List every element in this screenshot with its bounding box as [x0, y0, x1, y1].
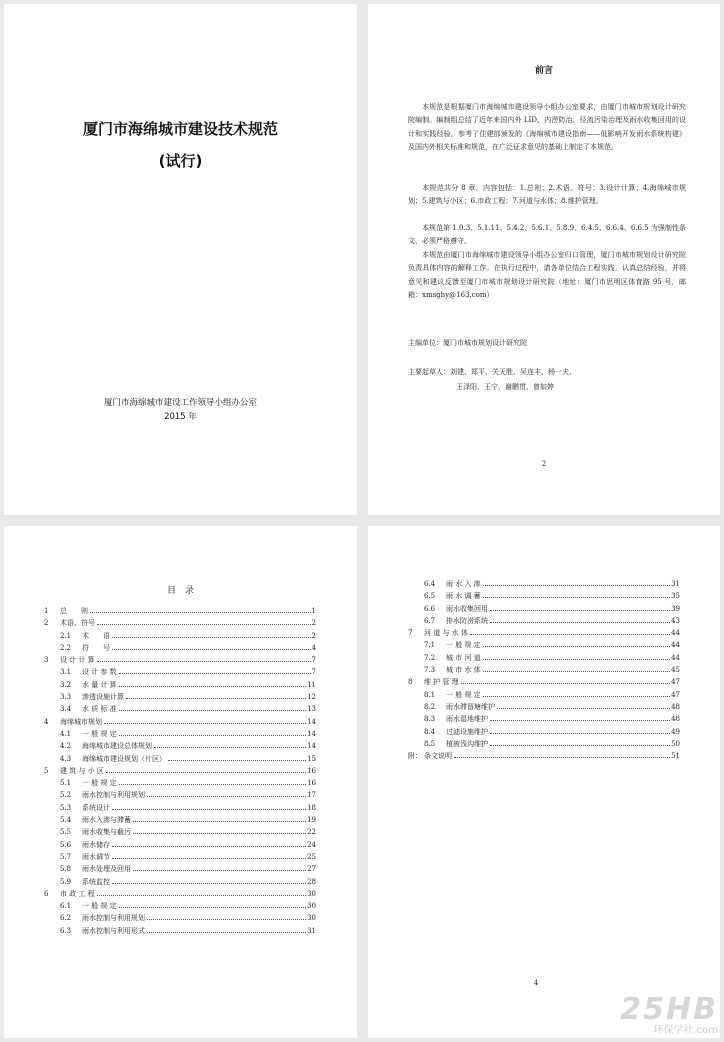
toc-entry[interactable]	[44, 667, 316, 679]
toc-entry[interactable]	[44, 766, 316, 778]
toc-leader-dots	[461, 683, 670, 684]
toc-entry-page: 22	[307, 828, 316, 837]
toc-entry[interactable]	[44, 729, 316, 741]
watermark-logo: 25HB	[620, 992, 718, 1027]
toc-list	[408, 579, 680, 763]
toc-leader-dots	[119, 686, 306, 687]
toc-entry-number: 1	[44, 607, 49, 615]
toc-entry[interactable]	[44, 926, 316, 938]
toc-entry-number: 6.4	[424, 580, 436, 588]
toc-leader-dots	[119, 735, 306, 736]
toc-entry-number: 6	[44, 889, 49, 898]
toc-leader-dots	[133, 833, 306, 834]
toc-entry[interactable]	[44, 889, 316, 901]
preface-paragraph: 本规范是根据厦门市海绵城市建设领导小组办公室要求，由厦门市城市规划设计研究院编制。编制组总结了近年来国内外 LID、内涝防治、径流污染治理及雨水收集回用的设计和实践经验，参考了住建部颁发的《海绵城市建设指南——低影响开发雨水系统构建》及国内外相关标准和规范，在广泛征求意见的基础上制定了本规范。	[408, 103, 686, 151]
toc-entry-title: 植被浅沟维护	[446, 739, 488, 748]
toc-entry-number: 6.1	[60, 902, 72, 911]
toc-entry[interactable]	[44, 901, 316, 913]
toc-entry-title: 条文说明	[424, 752, 452, 761]
toc-entry-title: 设 计 计 算	[60, 656, 95, 665]
toc-entry[interactable]	[408, 702, 680, 714]
toc-entry-title: 雨水控制与利用形式	[82, 926, 145, 935]
toc-entry-page: 19	[307, 816, 316, 825]
toc-leader-dots	[483, 585, 670, 586]
toc-entry-number: 8.2	[424, 702, 436, 711]
toc-entry-title: 雨水收集与截污	[82, 828, 131, 837]
toc-entry-page: 14	[307, 742, 316, 751]
toc-entry-number: 7.3	[424, 666, 436, 675]
preface-paragraph: 本规范由厦门市海绵城市建设领导小组办公室归口管理，厦门市城市规划设计研究院负责具体内容的解释工作。在执行过程中，请各单位结合工程实践，认真总结经验，并将意见和建议反馈至厦门市城市规划设计研究院（地址：厦门市思明区体育路 95 号，邮箱：xmsghy@163.com）	[408, 251, 686, 299]
site-watermark	[558, 992, 718, 1036]
toc-entry-title: 建 筑 与 小 区	[60, 766, 104, 775]
toc-entry-number: 附：	[408, 752, 422, 761]
toc-leader-dots	[133, 870, 306, 871]
toc-entry-number: 4.2	[60, 742, 72, 751]
toc-entry[interactable]	[44, 692, 316, 704]
toc-entry-page: 43	[671, 616, 680, 625]
toc-entry[interactable]	[44, 778, 316, 790]
toc-entry-page: 14	[307, 729, 316, 738]
toc-entry-number: 3.4	[60, 705, 72, 714]
toc-entry-title: 雨水入渗与滞蓄	[82, 816, 131, 825]
toc-entry[interactable]	[44, 680, 316, 692]
toc-entry-page: 44	[671, 629, 680, 638]
toc-entry-number: 6.5	[424, 592, 436, 601]
toc-entry-title: 水 量 计 算	[82, 680, 117, 689]
preface-paragraph: 本规范第 1.0.3、5.1.11、5.4.2、5.6.1、5.8.9、6.4.5、6.6.4、6.6.5 为强制性条文，必须严格遵守。	[408, 224, 686, 246]
toc-entry[interactable]	[44, 717, 316, 729]
toc-entry-title: 城 市 河 道	[446, 653, 481, 662]
toc-entry-page: 11	[307, 680, 316, 689]
toc-entry-page: 13	[307, 705, 316, 714]
toc-entry[interactable]	[408, 591, 680, 603]
toc-entry[interactable]	[44, 754, 316, 766]
toc-entry-title: 维 护 管 理	[424, 678, 459, 687]
toc-entry-page: 16	[307, 779, 316, 788]
toc-entry[interactable]	[44, 852, 316, 864]
toc-entry[interactable]	[408, 616, 680, 628]
toc-entry-number: 5.1	[60, 779, 72, 788]
toc-entry-page: 44	[671, 653, 680, 662]
toc-entry[interactable]	[408, 579, 680, 591]
toc-leader-dots	[112, 809, 306, 810]
toc-entry-title: 系统设计	[82, 803, 110, 812]
toc-entry-page: 44	[671, 641, 680, 650]
toc-page	[4, 526, 357, 1038]
drafters-line-2: 王泽阳、王宁、谢鹏贯、曾如婷	[456, 383, 554, 391]
toc-leader-dots	[119, 710, 306, 711]
toc-leader-dots	[483, 659, 670, 660]
toc-entry-page: 35	[671, 592, 680, 601]
toc-entry-number: 3.3	[60, 693, 72, 702]
toc-leader-dots	[112, 637, 311, 638]
toc-entry-page: 25	[307, 852, 316, 861]
toc-entry-page: 30	[307, 914, 316, 923]
toc-entry-page: 1	[311, 607, 316, 615]
toc-entry[interactable]	[44, 618, 316, 630]
toc-leader-dots	[470, 634, 670, 635]
toc-entry[interactable]	[44, 606, 316, 618]
toc-entry-number: 7.1	[424, 641, 436, 650]
toc-entry-page: 51	[671, 752, 680, 761]
toc-entry-number: 6.6	[424, 604, 436, 613]
toc-entry[interactable]	[408, 727, 680, 739]
toc-entry-page: 47	[671, 678, 680, 687]
toc-entry-number: 8.5	[424, 739, 436, 748]
toc-entry-title: 雨水处理及回用	[82, 865, 131, 874]
toc-entry-title: 过滤设施维护	[446, 727, 488, 736]
drafters-line-1: 主要起草人：刘建、郑平、关天胜、吴连丰、杨一夫、	[408, 368, 576, 376]
toc-entry-page: 18	[307, 803, 316, 812]
toc-entry-number: 5.9	[60, 877, 72, 886]
toc-entry[interactable]	[44, 840, 316, 852]
toc-leader-dots	[97, 624, 311, 625]
toc-entry-title: 雨水控制与利用规划	[82, 914, 145, 923]
toc-entry-page: 2	[311, 631, 316, 640]
toc-entry-title: 渗透设施计算	[82, 693, 124, 702]
toc-leader-dots	[112, 883, 306, 884]
toc-entry[interactable]	[44, 827, 316, 839]
toc-leader-dots	[147, 919, 306, 920]
toc-entry-title: 符 号	[82, 643, 110, 652]
toc-entry-page: 7	[311, 656, 316, 665]
toc-entry[interactable]	[408, 739, 680, 751]
toc-entry-number: 3.1	[60, 668, 72, 677]
toc-entry-page: 31	[307, 926, 316, 935]
toc-entry-page: 27	[307, 865, 316, 874]
toc-leader-dots	[483, 597, 670, 598]
toc-entry-number: 2.2	[60, 643, 72, 652]
toc-leader-dots	[490, 720, 670, 721]
toc-entry-number: 5.3	[60, 803, 72, 812]
toc-leader-dots	[490, 745, 670, 746]
toc-leader-dots	[112, 846, 306, 847]
toc-entry-title: 一 般 规 定	[82, 729, 117, 738]
toc-entry-title: 系统监控	[82, 877, 110, 886]
toc-entry-page: 31	[671, 580, 680, 588]
toc-entry-page: 39	[671, 604, 680, 613]
toc-leader-dots	[490, 622, 670, 623]
toc-entry-page: 30	[307, 902, 316, 911]
toc-entry-page: 14	[307, 717, 316, 726]
toc-entry-page: 30	[307, 889, 316, 898]
toc-title: 目 录	[166, 586, 194, 596]
toc-leader-dots	[112, 649, 311, 650]
toc-entry-number: 2.1	[60, 631, 72, 640]
toc-entry-number: 5.5	[60, 828, 72, 837]
toc-entry-number: 4.1	[60, 729, 72, 738]
toc-entry-number: 5	[44, 766, 49, 775]
toc-entry[interactable]	[408, 628, 680, 640]
toc-entry[interactable]	[44, 815, 316, 827]
toc-entry-number: 8.4	[424, 727, 436, 736]
toc-list	[44, 606, 316, 938]
toc-entry-page: 2	[311, 619, 316, 628]
toc-entry[interactable]	[408, 677, 680, 689]
toc-entry-page: 17	[307, 791, 316, 800]
toc-entry-title: 雨 水 调 蓄	[446, 592, 481, 601]
toc-leader-dots	[112, 858, 306, 859]
toc-entry[interactable]	[44, 877, 316, 889]
cover-issuer: 厦门市海绵城市建设工作领导小组办公室	[103, 398, 257, 408]
toc-entry-number: 7.2	[424, 653, 436, 662]
toc-entry[interactable]	[408, 690, 680, 702]
toc-entry[interactable]	[44, 655, 316, 667]
toc-leader-dots	[126, 698, 306, 699]
toc-entry[interactable]	[44, 864, 316, 876]
toc-leader-dots	[119, 907, 306, 908]
toc-entry-title: 一 般 规 定	[82, 779, 117, 788]
toc-entry-number: 2	[44, 619, 49, 628]
toc-entry-number: 3	[44, 656, 49, 665]
toc-leader-dots	[119, 673, 311, 674]
toc-entry-title: 雨 水 入 渗	[446, 580, 481, 588]
preface-page	[368, 4, 720, 515]
toc-leader-dots	[147, 932, 306, 933]
toc-entry-title: 城 市 水 体	[446, 666, 481, 675]
cover-title: 厦门市海绵城市建设技术规范	[82, 120, 278, 138]
toc-leader-dots	[104, 723, 306, 724]
preface-paragraph: 本规范共分 8 章，内容包括：1.总则；2.术语、符号；3.设计计算；4.海绵城市规划；5.建筑与小区；6.市政工程；7.河道与水体；8.维护管理。	[408, 184, 686, 206]
toc-entry-title: 术语、符号	[60, 619, 95, 628]
toc-entry-title: 雨水滞留塘维护	[446, 702, 495, 711]
chief-unit: 主编单位：厦门市城市规划设计研究院	[408, 339, 527, 347]
toc-leader-dots	[106, 772, 306, 773]
toc-entry-title: 一 般 规 定	[82, 902, 117, 911]
cover-page	[4, 4, 357, 515]
watermark-text: 环保学社.com	[653, 1025, 718, 1036]
toc-entry-page: 15	[307, 754, 316, 763]
toc-entry-title: 术 语	[82, 631, 110, 640]
toc-entry-title: 设 计 参 数	[82, 668, 117, 677]
toc-entry-number: 5.6	[60, 840, 72, 849]
toc-entry[interactable]	[44, 913, 316, 925]
toc-entry-number: 6.7	[424, 616, 436, 625]
toc-entry-number: 8.3	[424, 715, 436, 724]
toc-entry[interactable]	[44, 803, 316, 815]
toc-entry[interactable]	[408, 751, 680, 763]
toc-entry-number: 3.2	[60, 680, 72, 689]
toc-entry-title: 海绵城市建设规划（片区）	[82, 754, 166, 763]
toc-leader-dots	[490, 733, 670, 734]
toc-leader-dots	[119, 784, 306, 785]
toc-leader-dots	[497, 708, 670, 709]
toc-entry-number: 4.3	[60, 754, 72, 763]
toc-entry[interactable]	[44, 643, 316, 655]
toc-entry-title: 雨水储存	[82, 840, 110, 849]
page-number: 4	[533, 979, 539, 987]
toc-entry-number: 8.1	[424, 690, 436, 699]
toc-entry-title: 一 般 规 定	[446, 690, 481, 699]
toc-entry-page: 48	[671, 715, 680, 724]
toc-entry-page: 50	[671, 739, 680, 748]
toc-entry-page: 12	[307, 693, 316, 702]
toc-entry-title: 总 则	[60, 607, 88, 615]
toc-entry-page: 16	[307, 766, 316, 775]
toc-entry-title: 海绵城市规划	[60, 717, 102, 726]
toc-entry-title: 水 质 标 准	[82, 705, 117, 714]
toc-entry-number: 6.3	[60, 926, 72, 935]
toc-entry-number: 4	[44, 717, 49, 726]
toc-entry-number: 5.8	[60, 865, 72, 874]
toc-entry[interactable]	[408, 714, 680, 726]
toc-leader-dots	[168, 760, 306, 761]
toc-entry[interactable]	[408, 653, 680, 665]
toc-leader-dots	[97, 661, 311, 662]
toc-entry-number: 5.7	[60, 852, 72, 861]
toc-page-continued	[368, 526, 720, 1038]
toc-entry-title: 市 政 工 程	[60, 889, 95, 898]
toc-entry-title: 河 道 与 水 体	[424, 629, 468, 638]
toc-entry-title: 雨水调节	[82, 852, 110, 861]
toc-entry[interactable]	[44, 631, 316, 643]
toc-entry-number: 7	[408, 629, 413, 638]
toc-entry-title: 海绵城市建设总体规划	[82, 742, 152, 751]
toc-entry-number: 8	[408, 678, 413, 687]
toc-entry-page: 24	[307, 840, 316, 849]
toc-entry-page: 28	[307, 877, 316, 886]
cover-subtitle: (试行)	[158, 152, 203, 170]
toc-entry[interactable]	[44, 741, 316, 753]
preface-title: 前言	[534, 66, 553, 76]
toc-leader-dots	[454, 757, 670, 758]
toc-entry-page: 49	[671, 727, 680, 736]
toc-entry[interactable]	[44, 704, 316, 716]
toc-entry-page: 47	[671, 690, 680, 699]
toc-leader-dots	[483, 671, 670, 672]
toc-leader-dots	[133, 821, 306, 822]
toc-entry-title: 雨水控制与利用规划	[82, 791, 145, 800]
toc-leader-dots	[154, 747, 306, 748]
toc-entry-page: 45	[671, 666, 680, 675]
toc-entry-number: 5.4	[60, 816, 72, 825]
toc-entry[interactable]	[408, 665, 680, 677]
toc-entry-title: 一 般 规 定	[446, 641, 481, 650]
toc-entry[interactable]	[408, 640, 680, 652]
toc-entry-number: 5.2	[60, 791, 72, 800]
cover-year: 2015 年	[164, 412, 197, 422]
toc-leader-dots	[90, 612, 311, 613]
toc-entry[interactable]	[44, 790, 316, 802]
toc-leader-dots	[483, 646, 670, 647]
toc-entry[interactable]	[408, 604, 680, 616]
toc-entry-title: 排水防涝系统	[446, 616, 488, 625]
toc-leader-dots	[490, 610, 670, 611]
toc-leader-dots	[97, 895, 306, 896]
toc-leader-dots	[147, 796, 306, 797]
toc-entry-title: 雨水湿地维护	[446, 715, 488, 724]
toc-entry-title: 雨水收集回用	[446, 604, 488, 613]
toc-leader-dots	[483, 696, 670, 697]
page-number: 2	[541, 460, 547, 468]
toc-entry-page: 4	[311, 643, 316, 652]
toc-entry-page: 48	[671, 702, 680, 711]
toc-entry-number: 6.2	[60, 914, 72, 923]
toc-entry-page: 7	[311, 668, 316, 677]
